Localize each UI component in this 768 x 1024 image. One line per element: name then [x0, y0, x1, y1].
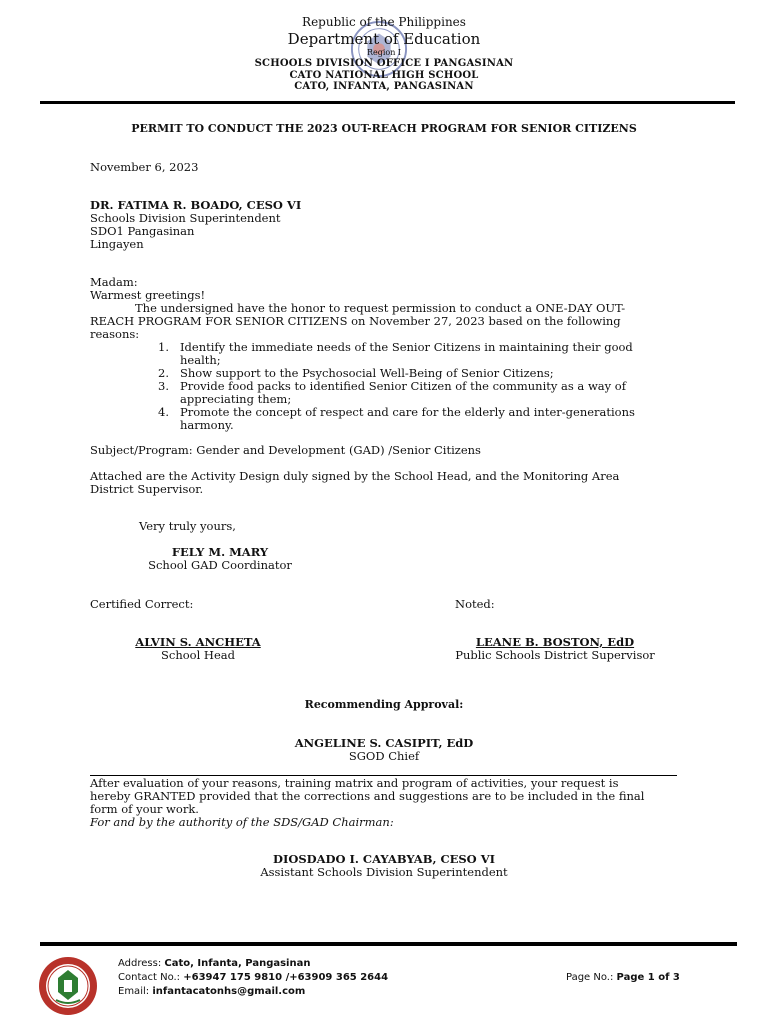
closing: Very truly yours, — [139, 519, 236, 533]
sgod-name: ANGELINE S. CASIPIT, EdD — [294, 736, 474, 750]
attached-line-2: District Supervisor. — [90, 482, 204, 496]
footer-address — [118, 957, 388, 971]
footer-email-value: infantacatonhs@gmail.com — [152, 986, 306, 997]
salutation: Madam: — [90, 275, 138, 289]
list-item-number: 4. — [158, 405, 169, 419]
list-item-number: 1. — [158, 340, 169, 354]
approval-line-2: hereby GRANTED provided that the corrections and suggestions are to be included in the final — [90, 789, 645, 803]
list-item — [158, 380, 678, 406]
header-division: SCHOOLS DIVISION OFFICE I PANGASINAN — [254, 58, 514, 69]
footer-address-label: Address: — [118, 958, 162, 969]
recipient-place: Lingayen — [90, 237, 144, 251]
list-item — [158, 341, 678, 367]
sgod-block — [0, 737, 768, 763]
sgod-title: SGOD Chief — [348, 749, 420, 763]
intro-line-1: The undersigned have the honor to request permission to conduct a ONE-DAY OUT- — [135, 301, 626, 315]
list-item-text: Provide food packs to identified Senior Citizen of the community as a way of — [180, 379, 626, 393]
list-item — [158, 406, 678, 432]
approval-line-3: form of your work. — [90, 802, 199, 816]
page-number — [566, 971, 680, 985]
footer-contact-label: Contact No.: — [118, 972, 181, 983]
document-title: PERMIT TO CONDUCT THE 2023 OUT-REACH PROGRAM FOR SENIOR CITIZENS — [131, 122, 637, 135]
list-item-number: 2. — [158, 366, 169, 380]
head-title: School Head — [161, 648, 235, 662]
supervisor-name: LEANE B. BOSTON, EdD — [475, 635, 635, 649]
authority-line: For and by the authority of the SDS/GAD Chairman: — [90, 815, 394, 829]
asds-name: DIOSDADO I. CAYABYAB, CESO VI — [272, 852, 496, 866]
sender-name: FELY M. MARY — [171, 545, 269, 559]
header-divider — [40, 101, 735, 104]
greeting: Warmest greetings! — [90, 288, 206, 302]
list-item-text-cont: appreciating them; — [180, 392, 292, 406]
recommending-label: Recommending Approval: — [304, 698, 464, 711]
header-school: CATO NATIONAL HIGH SCHOOL — [289, 70, 479, 81]
footer-address-value: Cato, Infanta, Pangasinan — [164, 958, 311, 969]
sender-title: School GAD Coordinator — [148, 558, 292, 572]
approval-paragraph — [90, 777, 710, 829]
footer-divider — [40, 942, 737, 946]
school-logo-icon — [38, 956, 98, 1016]
noted-label: Noted: — [455, 597, 495, 611]
header-department: Department of Education — [287, 30, 481, 48]
footer-email-label: Email: — [118, 986, 150, 997]
header-republic: Republic of the Philippines — [302, 15, 466, 29]
footer-contact-number — [118, 971, 388, 985]
list-item-text-cont: health; — [180, 353, 221, 367]
attached-line-1: Attached are the Activity Design duly signed by the School Head, and the Monitoring Area — [90, 469, 620, 483]
head-name: ALVIN S. ANCHETA — [135, 635, 261, 649]
asds-block — [0, 853, 768, 879]
recipient-name: DR. FATIMA R. BOADO, CESO VI — [90, 198, 302, 212]
approval-line-1: After evaluation of your reasons, training matrix and program of activities, your request is — [90, 776, 619, 790]
intro-line-2: REACH PROGRAM FOR SENIOR CITIZENS on November 27, 2023 based on the following — [90, 314, 621, 328]
attached-paragraph — [90, 470, 690, 496]
asds-title: Assistant Schools Division Superintendent — [260, 865, 508, 879]
list-item-text-cont: harmony. — [180, 418, 234, 432]
list-item-text: Identify the immediate needs of the Senior Citizens in maintaining their good — [180, 340, 633, 354]
list-item-text: Promote the concept of respect and care for the elderly and inter-generations — [180, 405, 635, 419]
header-region: Region I — [366, 48, 402, 57]
list-item-text: Show support to the Psychosocial Well-Being of Senior Citizens; — [180, 366, 554, 380]
list-item-number: 3. — [158, 379, 169, 393]
supervisor-block — [430, 636, 680, 662]
recipient-office: SDO1 Pangasinan — [90, 224, 195, 238]
supervisor-title: Public Schools District Supervisor — [455, 648, 655, 662]
sender-block — [120, 546, 320, 572]
reasons-list — [158, 341, 678, 432]
footer-email — [118, 985, 388, 999]
page-number-value: Page 1 of 3 — [616, 972, 680, 983]
header-address: CATO, INFANTA, PANGASINAN — [294, 81, 474, 92]
letter-date: November 6, 2023 — [90, 160, 199, 174]
footer-contact-value: +63947 175 9810 /+63909 365 2644 — [183, 972, 389, 983]
footer-contact — [118, 957, 388, 999]
letter-body — [90, 276, 690, 341]
page-number-label: Page No.: — [566, 972, 614, 983]
head-block — [98, 636, 298, 662]
subject-line: Subject/Program: Gender and Development (GAD) /Senior Citizens — [90, 443, 481, 457]
intro-line-3: reasons: — [90, 327, 140, 341]
recipient-position: Schools Division Superintendent — [90, 211, 281, 225]
recipient-block — [90, 199, 301, 251]
certified-label: Certified Correct: — [90, 597, 194, 611]
